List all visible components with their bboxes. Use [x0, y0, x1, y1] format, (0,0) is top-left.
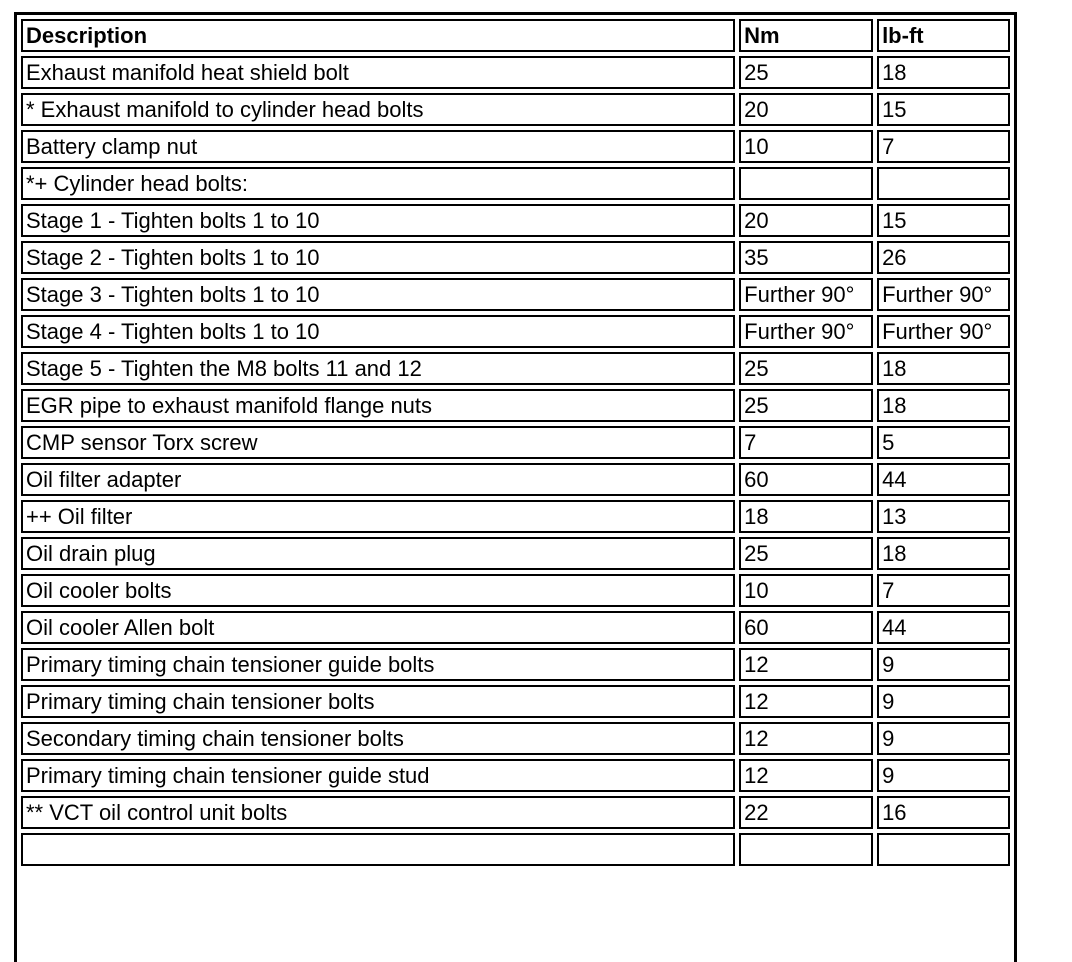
- cell-lbft: 9: [877, 685, 1010, 718]
- torque-spec-table: [17, 15, 1014, 870]
- cell-lbft: 16: [877, 796, 1010, 829]
- cell-description: Stage 3 - Tighten bolts 1 to 10: [21, 278, 735, 311]
- cell-lbft: 7: [877, 130, 1010, 163]
- cell-nm: 20: [739, 204, 873, 237]
- table-row: [21, 241, 1010, 274]
- cell-lbft: 7: [877, 574, 1010, 607]
- cell-description: Stage 2 - Tighten bolts 1 to 10: [21, 241, 735, 274]
- cell-lbft: 13: [877, 500, 1010, 533]
- table-row: [21, 722, 1010, 755]
- table-row: [21, 130, 1010, 163]
- table-row: [21, 463, 1010, 496]
- cell-lbft: Further 90°: [877, 278, 1010, 311]
- header-nm: Nm: [739, 19, 873, 52]
- table-row: [21, 204, 1010, 237]
- cell-lbft: 18: [877, 56, 1010, 89]
- cell-description: Stage 5 - Tighten the M8 bolts 11 and 12: [21, 352, 735, 385]
- header-description: Description: [21, 19, 735, 52]
- cell-description: ++ Oil filter: [21, 500, 735, 533]
- cell-nm: 25: [739, 56, 873, 89]
- table-row: [21, 796, 1010, 829]
- cell-description: Primary timing chain tensioner guide stud: [21, 759, 735, 792]
- table-row: [21, 56, 1010, 89]
- cell-lbft: 15: [877, 204, 1010, 237]
- cell-nm: 25: [739, 537, 873, 570]
- cell-description: Primary timing chain tensioner bolts: [21, 685, 735, 718]
- cell-description: EGR pipe to exhaust manifold flange nuts: [21, 389, 735, 422]
- cell-description: Oil drain plug: [21, 537, 735, 570]
- table-row: [21, 352, 1010, 385]
- cell-lbft: 18: [877, 352, 1010, 385]
- cell-nm: 12: [739, 685, 873, 718]
- cell-nm: 60: [739, 611, 873, 644]
- cell-description: [21, 833, 735, 866]
- cell-description: *+ Cylinder head bolts:: [21, 167, 735, 200]
- cell-description: Exhaust manifold heat shield bolt: [21, 56, 735, 89]
- cell-description: Oil cooler bolts: [21, 574, 735, 607]
- header-lbft: lb-ft: [877, 19, 1010, 52]
- table-row: [21, 315, 1010, 348]
- cell-lbft: Further 90°: [877, 315, 1010, 348]
- cell-description: Stage 4 - Tighten bolts 1 to 10: [21, 315, 735, 348]
- cell-nm: [739, 167, 873, 200]
- cell-lbft: 5: [877, 426, 1010, 459]
- cell-nm: 35: [739, 241, 873, 274]
- table-row: [21, 167, 1010, 200]
- table-row: [21, 611, 1010, 644]
- table-row: [21, 574, 1010, 607]
- cell-nm: [739, 833, 873, 866]
- cell-lbft: 9: [877, 759, 1010, 792]
- cell-nm: 12: [739, 722, 873, 755]
- cell-lbft: 15: [877, 93, 1010, 126]
- cell-lbft: [877, 833, 1010, 866]
- cell-description: ** VCT oil control unit bolts: [21, 796, 735, 829]
- table-row: [21, 93, 1010, 126]
- cell-lbft: 18: [877, 537, 1010, 570]
- cell-description: Stage 1 - Tighten bolts 1 to 10: [21, 204, 735, 237]
- table-row: [21, 500, 1010, 533]
- cell-description: Oil cooler Allen bolt: [21, 611, 735, 644]
- table-row: [21, 537, 1010, 570]
- cell-nm: 20: [739, 93, 873, 126]
- cell-description: Secondary timing chain tensioner bolts: [21, 722, 735, 755]
- cell-nm: Further 90°: [739, 315, 873, 348]
- cell-lbft: 44: [877, 463, 1010, 496]
- table-row: [21, 389, 1010, 422]
- cell-description: * Exhaust manifold to cylinder head bolts: [21, 93, 735, 126]
- table-row: [21, 685, 1010, 718]
- cell-lbft: 18: [877, 389, 1010, 422]
- table-row: [21, 278, 1010, 311]
- cell-description: Oil filter adapter: [21, 463, 735, 496]
- torque-spec-table-frame: [14, 12, 1017, 962]
- table-row: [21, 648, 1010, 681]
- cell-nm: 7: [739, 426, 873, 459]
- cell-description: Battery clamp nut: [21, 130, 735, 163]
- cell-nm: 12: [739, 759, 873, 792]
- cell-lbft: 26: [877, 241, 1010, 274]
- cell-lbft: 9: [877, 722, 1010, 755]
- cell-nm: 60: [739, 463, 873, 496]
- cell-description: Primary timing chain tensioner guide bolts: [21, 648, 735, 681]
- cell-nm: 10: [739, 574, 873, 607]
- cell-lbft: 44: [877, 611, 1010, 644]
- cell-nm: 12: [739, 648, 873, 681]
- cell-lbft: [877, 167, 1010, 200]
- cell-lbft: 9: [877, 648, 1010, 681]
- table-row: [21, 833, 1010, 866]
- cell-description: CMP sensor Torx screw: [21, 426, 735, 459]
- cell-nm: 18: [739, 500, 873, 533]
- cell-nm: 25: [739, 389, 873, 422]
- cell-nm: 22: [739, 796, 873, 829]
- cell-nm: Further 90°: [739, 278, 873, 311]
- table-row: [21, 426, 1010, 459]
- table-row: [21, 759, 1010, 792]
- cell-nm: 10: [739, 130, 873, 163]
- cell-nm: 25: [739, 352, 873, 385]
- table-header-row: [21, 19, 1010, 52]
